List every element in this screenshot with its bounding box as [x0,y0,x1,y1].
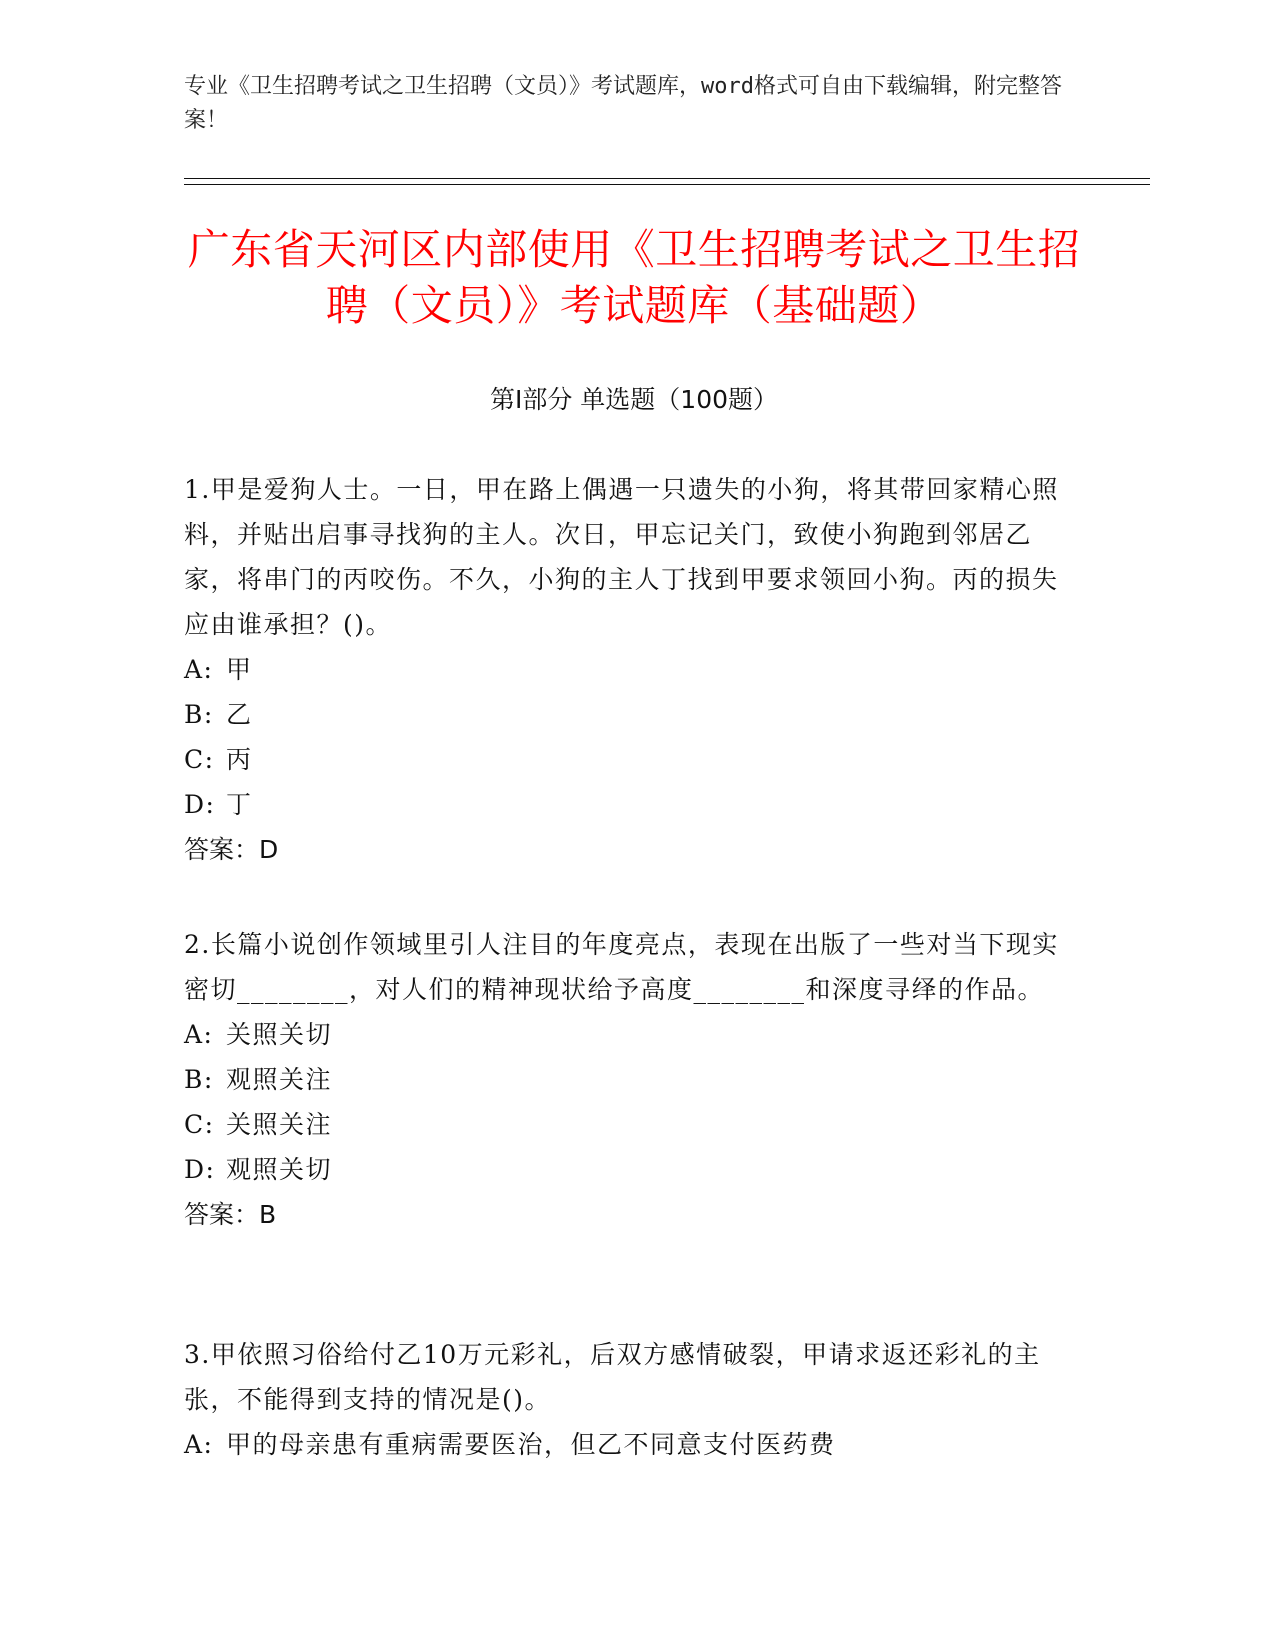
option-text: 乙 [226,700,253,729]
option-text: 观照关切 [226,1155,333,1184]
question-1 [184,467,1064,872]
option-text: 丁 [226,790,253,819]
option-letter: A: [184,1430,214,1459]
question-text: 2.长篇小说创作领域里引人注目的年度亮点，表现在出版了一些对当下现实密切________，对人们的精神现状给予高度________和深度寻绎的作品。 [184,930,1059,1004]
header-rule-bottom [184,184,1150,185]
option-letter: C: [184,745,215,774]
section-title: 第Ⅰ部分 单选题（100题） [489,385,779,414]
option-c [184,737,1064,782]
option-a [184,1012,1064,1057]
option-c [184,1102,1064,1147]
option-letter: C: [184,1110,215,1139]
option-letter: D: [184,1155,216,1184]
option-letter: B: [184,700,214,729]
answer: 答案：B [184,1200,277,1229]
option-letter: D: [184,790,216,819]
option-b [184,1057,1064,1102]
option-a [184,1422,1064,1467]
option-a [184,647,1064,692]
question-text: 1.甲是爱狗人士。一日，甲在路上偶遇一只遗失的小狗，将其带回家精心照料，并贴出启事寻找狗的主人。次日，甲忘记关门，致使小狗跑到邻居乙家，将串门的丙咬伤。不久，小狗的主人丁找到甲要求领回小狗。丙的损失应由谁承担？()。 [184,475,1059,639]
option-text: 观照关注 [226,1065,333,1094]
option-letter: B: [184,1065,214,1094]
question-text: 3.甲依照习俗给付乙10万元彩礼，后双方感情破裂，甲请求返还彩礼的主张，不能得到支持的情况是()。 [184,1340,1041,1414]
question-2 [184,922,1064,1237]
option-d [184,782,1064,827]
option-text: 甲的母亲患有重病需要医治，但乙不同意支付医药费 [226,1430,836,1459]
document-title: 广东省天河区内部使用《卫生招聘考试之卫生招聘（文员）》考试题库（基础题） [187,225,1081,330]
option-b [184,692,1064,737]
option-letter: A: [184,655,214,684]
answer: 答案：D [184,835,279,864]
option-text: 关照关注 [226,1110,333,1139]
option-d [184,1147,1064,1192]
option-text: 丙 [226,745,253,774]
header-note: 专业《卫生招聘考试之卫生招聘（文员）》考试题库，word格式可自由下载编辑，附完整答案！ [184,74,1062,133]
question-3 [184,1332,1064,1467]
option-letter: A: [184,1020,214,1049]
option-text: 关照关切 [226,1020,333,1049]
header-rule-top [184,178,1150,179]
option-text: 甲 [226,655,253,684]
